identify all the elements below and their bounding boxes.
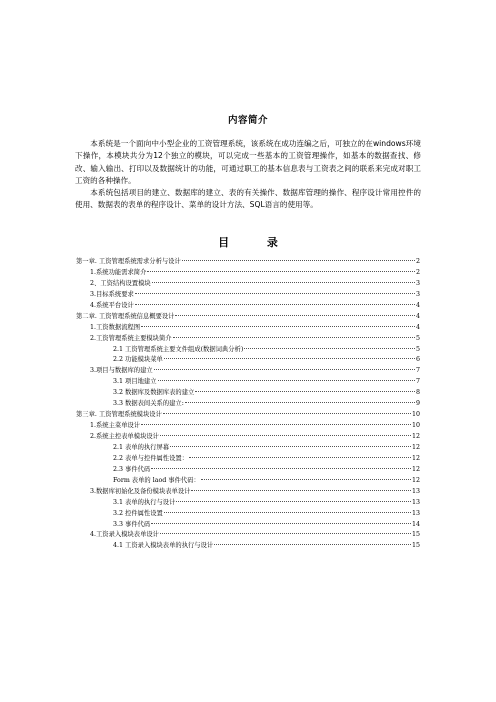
toc-entry-label: 2.2 表单与控件属性设置： bbox=[113, 454, 188, 462]
toc-entry[interactable] bbox=[76, 454, 420, 465]
toc-entry-label: 第一章. 工资管理系统需求分析与设计 bbox=[76, 258, 181, 265]
toc-entry-page-number: 12 bbox=[411, 454, 420, 462]
toc-entry-page-number: 4 bbox=[415, 312, 420, 320]
toc-entry-page-number: 4 bbox=[415, 323, 420, 331]
toc-entry-page-number: 2 bbox=[415, 258, 420, 265]
toc-leader-dots bbox=[152, 282, 415, 283]
summary-paragraph: 本系统是一个面向中小型企业的工资管理系统，该系统在成功连编之后，可独立的在windows环境下操作，本模块共分为12个独立的模块，可以完成一些基本的工资管理操作，如基本的数据查找、修改、输入输出、打印以及数据统计的功能，可通过职工的基本信息表与工资表之间的联系来完成对职工工资的各种操作。 bbox=[75, 139, 421, 185]
toc-entry-label: 2.3 事件代码 bbox=[113, 465, 151, 473]
toc-entry[interactable] bbox=[76, 345, 420, 356]
toc-entry[interactable] bbox=[76, 520, 420, 531]
toc-entry-page-number: 3 bbox=[415, 279, 420, 287]
toc-entry-page-number: 15 bbox=[411, 531, 420, 539]
toc-leader-dots bbox=[175, 315, 415, 316]
toc-leader-dots bbox=[182, 260, 415, 261]
toc-entry[interactable] bbox=[76, 377, 420, 388]
toc-entry-page-number: 13 bbox=[411, 509, 420, 517]
toc-entry-label: 4.系统平台设计 bbox=[90, 301, 134, 309]
toc-leader-dots bbox=[195, 391, 415, 392]
toc-entry[interactable] bbox=[76, 487, 420, 498]
toc-entry-page-number: 2 bbox=[415, 268, 420, 276]
toc-leader-dots bbox=[151, 468, 411, 469]
toc-entry[interactable] bbox=[76, 410, 420, 421]
toc-entry-page-number: 4 bbox=[415, 301, 420, 309]
toc-leader-dots bbox=[173, 337, 415, 338]
toc-entry-page-number: 12 bbox=[411, 433, 420, 440]
toc-leader-dots bbox=[191, 490, 411, 491]
toc-entry-label: 1.系统主菜单设计 bbox=[90, 422, 141, 430]
toc-entry[interactable] bbox=[76, 323, 420, 334]
toc-title-right: 录 bbox=[266, 236, 278, 249]
toc-entry-page-number: 13 bbox=[411, 498, 420, 506]
toc-entry[interactable] bbox=[76, 421, 420, 432]
toc-entry[interactable] bbox=[76, 366, 420, 377]
toc-entry[interactable] bbox=[76, 268, 420, 279]
toc-leader-dots bbox=[164, 512, 411, 513]
toc-entry-page-number: 12 bbox=[411, 443, 420, 451]
toc-leader-dots bbox=[158, 380, 415, 381]
toc-entry[interactable] bbox=[76, 498, 420, 509]
toc-entry[interactable] bbox=[76, 279, 420, 290]
toc-entry[interactable] bbox=[76, 290, 420, 301]
toc-leader-dots bbox=[154, 369, 415, 370]
toc-entry[interactable] bbox=[76, 334, 420, 345]
toc-entry-page-number: 10 bbox=[411, 411, 420, 419]
toc-entry[interactable] bbox=[76, 312, 420, 323]
toc-entry-label: 3.3 数据表间关系的建立: bbox=[113, 400, 184, 408]
toc-entry-page-number: 7 bbox=[415, 367, 420, 375]
toc-entry-label: 3.2 控件属性设置 bbox=[113, 509, 163, 517]
toc-leader-dots bbox=[160, 435, 411, 436]
toc-leader-dots bbox=[151, 523, 411, 524]
toc-entry-label: 4.工资录入模块表单设计 bbox=[90, 531, 159, 539]
toc-entry[interactable] bbox=[76, 355, 420, 366]
toc-entry-page-number: 12 bbox=[411, 476, 420, 484]
toc-entry[interactable] bbox=[76, 432, 420, 443]
toc-leader-dots bbox=[135, 293, 415, 294]
toc-entry-page-number: 12 bbox=[411, 465, 420, 473]
toc-entry-label: 1.工资数据流程图 bbox=[90, 323, 141, 331]
toc-entry-label: 4.1 工资录入模块表单的执行与设计 bbox=[113, 542, 214, 550]
toc-entry-label: 第二章. 工资管理系统信息概要设计 bbox=[76, 312, 175, 320]
toc-entry-label: 3.1 表单的执行与设计 bbox=[113, 498, 176, 506]
toc-entry[interactable] bbox=[76, 399, 420, 410]
table-of-contents bbox=[76, 257, 420, 552]
toc-entry-label: 3.1 项目地建立 bbox=[113, 378, 157, 386]
toc-entry-page-number: 9 bbox=[415, 400, 420, 408]
toc-leader-dots bbox=[214, 544, 411, 545]
toc-entry-label: 1.系统功能需求简介 bbox=[90, 268, 147, 276]
toc-entry-page-number: 3 bbox=[415, 290, 420, 298]
toc-title bbox=[0, 234, 496, 250]
toc-leader-dots bbox=[185, 402, 415, 403]
toc-entry-label: 2.1 表单的执行屏幕 bbox=[113, 443, 170, 451]
toc-entry-page-number: 14 bbox=[411, 520, 420, 528]
toc-entry-label: 3.目标系统要求 bbox=[90, 290, 134, 298]
toc-entry-page-number: 7 bbox=[415, 378, 420, 386]
toc-entry-label: 第三章. 工资管理系统模块设计 bbox=[76, 411, 162, 419]
toc-leader-dots bbox=[244, 348, 415, 349]
toc-leader-dots bbox=[163, 413, 411, 414]
toc-entry-label: 2.1 工资管理系统主要文件组成(数据词典分析) bbox=[113, 345, 244, 353]
toc-entry-label: 3.2 数据库及数据库表的建立 bbox=[113, 389, 195, 397]
toc-leader-dots bbox=[141, 424, 411, 425]
toc-entry-label: 3.项目与数据库的建立 bbox=[90, 367, 153, 375]
toc-leader-dots bbox=[176, 501, 411, 502]
toc-entry[interactable] bbox=[76, 301, 420, 312]
toc-leader-dots bbox=[160, 533, 411, 534]
toc-entry-label: 2.2 功能模块菜单 bbox=[113, 356, 163, 364]
toc-entry-page-number: 5 bbox=[415, 345, 420, 353]
toc-entry[interactable] bbox=[76, 388, 420, 399]
summary-paragraph: 本系统包括项目的建立、数据库的建立、表的有关操作、数据库管理的操作、程序设计常用控件的使用、数据表的表单的程序设计、菜单的设计方法、SQL语言的使用等。 bbox=[75, 188, 421, 210]
toc-entry-page-number: 5 bbox=[415, 334, 420, 342]
summary-title: 内容简介 bbox=[227, 115, 268, 126]
toc-entry[interactable] bbox=[76, 476, 420, 487]
toc-entry-label: 2.系统主控表单模块设计 bbox=[90, 433, 159, 440]
toc-entry[interactable] bbox=[76, 443, 420, 454]
toc-entry-label: 3.3 事件代码 bbox=[113, 520, 151, 528]
toc-entry-label: Form 表单的 laod 事件代码： bbox=[113, 476, 200, 484]
toc-entry-page-number: 6 bbox=[415, 356, 420, 364]
toc-entry-page-number: 13 bbox=[411, 487, 420, 495]
toc-leader-dots bbox=[189, 457, 411, 458]
toc-entry[interactable] bbox=[76, 541, 420, 552]
toc-entry[interactable] bbox=[76, 465, 420, 476]
toc-leader-dots bbox=[141, 326, 415, 327]
toc-entry[interactable] bbox=[76, 257, 420, 268]
toc-entry-page-number: 10 bbox=[411, 422, 420, 430]
toc-entry-label: 2、工资结构设置模块 bbox=[90, 279, 151, 287]
summary-body bbox=[75, 138, 421, 212]
toc-leader-dots bbox=[164, 358, 415, 359]
toc-entry-label: 3.数据库初始化及备份模块表单设计 bbox=[90, 487, 191, 495]
toc-leader-dots bbox=[147, 271, 415, 272]
toc-leader-dots bbox=[201, 479, 411, 480]
toc-leader-dots bbox=[135, 304, 415, 305]
toc-leader-dots bbox=[170, 446, 411, 447]
toc-entry-page-number: 15 bbox=[411, 542, 420, 550]
toc-entry[interactable] bbox=[76, 509, 420, 520]
toc-entry[interactable] bbox=[76, 530, 420, 541]
toc-entry-page-number: 8 bbox=[415, 389, 420, 397]
toc-entry-label: 2.工资管理系统主要模块简介 bbox=[90, 334, 172, 342]
toc-title-left: 目 bbox=[218, 236, 230, 249]
